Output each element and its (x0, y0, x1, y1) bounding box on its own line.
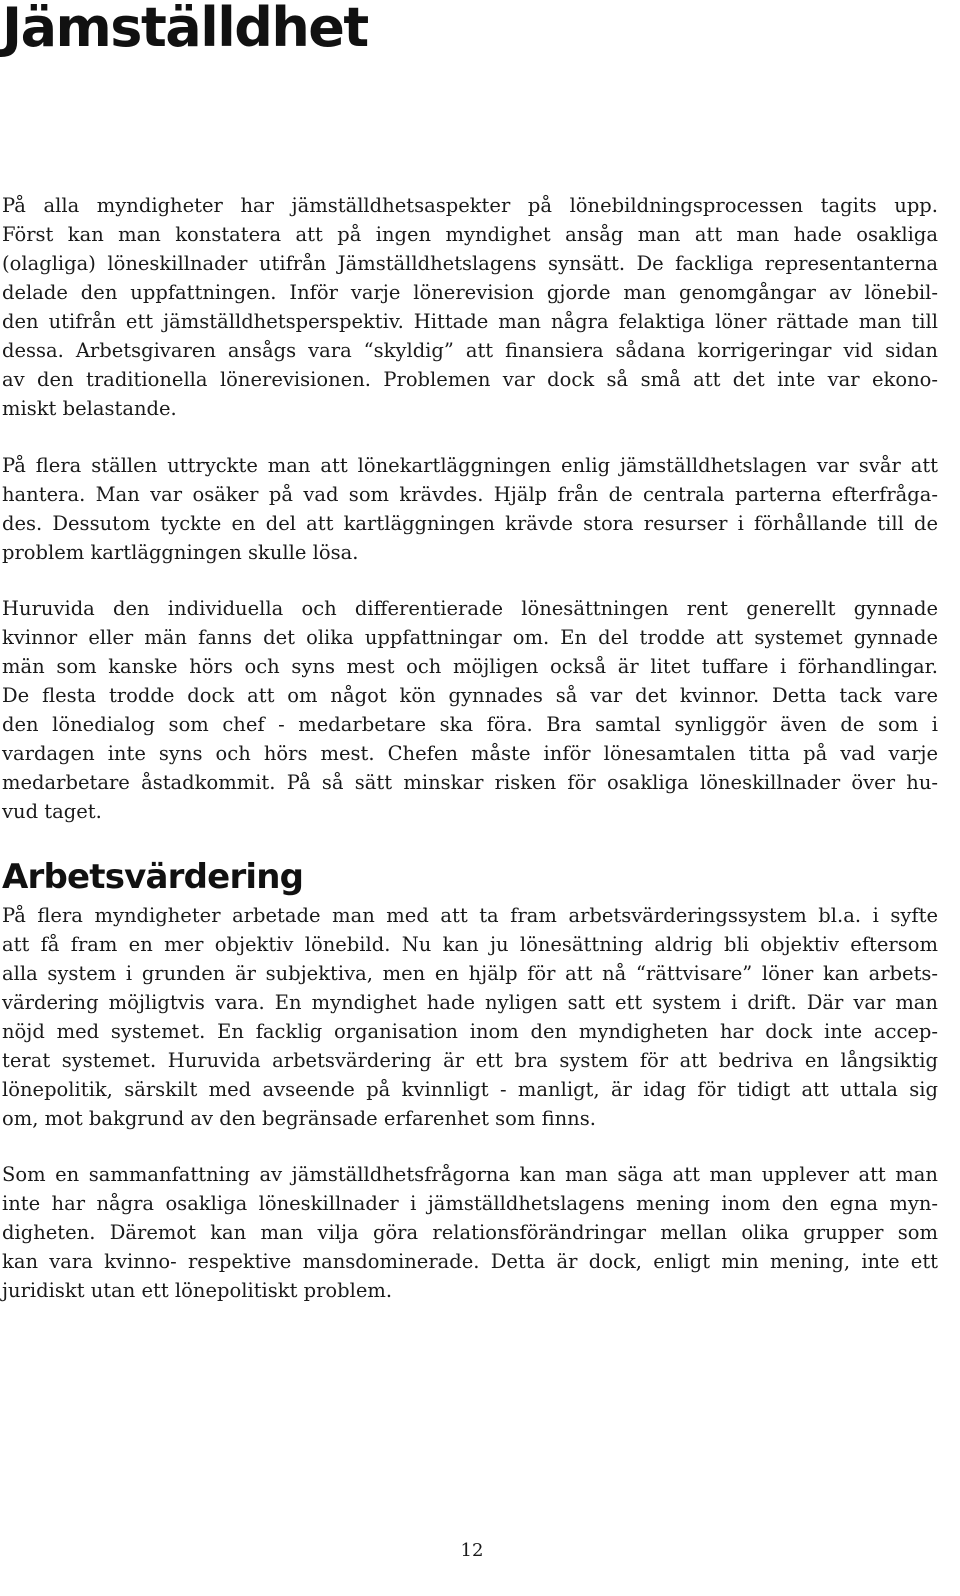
paragraph-5 (2, 1160, 938, 1305)
page-number: 12 (460, 1540, 484, 1561)
text-line: medarbetare åstadkommit. På så sätt minskar risken för osakliga löneskillnader över hu- (2, 771, 938, 794)
text-line: Huruvida den individuella och differentierade lönesättningen rent generellt gynnade (2, 597, 938, 620)
page-title: Jämställdhet (2, 0, 368, 59)
text-line: Först kan man konstatera att på ingen myndighet ansåg man att man hade osakliga (2, 223, 938, 246)
text-line: alla system i grunden är subjektiva, men en hjälp för att nå “rättvisare” löner kan arbets- (2, 962, 938, 985)
text-line: På flera myndigheter arbetade man med att ta fram arbetsvärderingssystem bl.a. i syfte (2, 904, 938, 927)
paragraph-3 (2, 594, 938, 826)
text-line: hantera. Man var osäker på vad som krävdes. Hjälp från de centrala parterna efterfråga- (2, 483, 938, 506)
text-line: inte har några osakliga löneskillnader i jämställdhetslagens mening inom den egna myn- (2, 1192, 938, 1215)
text-line: vud taget. (2, 800, 102, 823)
text-line: Som en sammanfattning av jämställdhetsfrågorna kan man säga att man upplever att man (2, 1163, 938, 1186)
text-line: att få fram en mer objektiv lönebild. Nu kan ju lönesättning aldrig bli objektiv eftersom (2, 933, 938, 956)
text-line: den utifrån ett jämställdhetsperspektiv. Hittade man några felaktiga löner rättade man till (2, 310, 938, 333)
text-line: terat systemet. Huruvida arbetsvärdering är ett bra system för att bedriva en långsiktig (2, 1049, 938, 1072)
paragraph-2 (2, 451, 938, 567)
text-line: lönepolitik, särskilt med avseende på kvinnligt - manligt, är idag för tidigt att uttala sig (2, 1078, 938, 1101)
paragraph-1 (2, 191, 938, 423)
section-title: Arbetsvärdering (2, 857, 304, 897)
text-line: På flera ställen uttryckte man att lönekartläggningen enlig jämställdhetslagen var svår att (2, 454, 938, 477)
text-line: digheten. Däremot kan man vilja göra relationsförändringar mellan olika grupper som (2, 1221, 938, 1244)
text-line: vardagen inte syns och hörs mest. Chefen måste inför lönesamtalen titta på vad varje (2, 742, 938, 765)
text-line: juridiskt utan ett lönepolitiskt problem. (2, 1279, 393, 1302)
text-line: (olagliga) löneskillnader utifrån Jämställdhetslagens synsätt. De fackliga representanterna (2, 252, 938, 275)
text-line: den lönedialog som chef - medarbetare ska föra. Bra samtal synliggör även de som i (2, 713, 938, 736)
text-line: män som kanske hörs och syns mest och möjligen också är litet tuffare i förhandlingar. (2, 655, 938, 678)
text-line: värdering möjligtvis vara. En myndighet hade nyligen satt ett system i drift. Där var man (2, 991, 938, 1014)
text-line: kan vara kvinno- respektive mansdominerade. Detta är dock, enligt min mening, inte ett (2, 1250, 938, 1273)
paragraph-4 (2, 901, 938, 1133)
text-line: des. Dessutom tyckte en del att kartläggningen krävde stora resurser i förhållande till de (2, 512, 938, 535)
text-line: nöjd med systemet. En facklig organisation inom den myndigheten har dock inte accep- (2, 1020, 938, 1043)
text-line: av den traditionella lönerevisionen. Problemen var dock så små att det inte var ekono- (2, 368, 938, 391)
text-line: På alla myndigheter har jämställdhetsaspekter på lönebildningsprocessen tagits upp. (2, 194, 938, 217)
text-line: miskt belastande. (2, 397, 177, 420)
text-line: kvinnor eller män fanns det olika uppfattningar om. En del trodde att systemet gynnade (2, 626, 938, 649)
text-line: om, mot bakgrund av den begränsade erfarenhet som finns. (2, 1107, 596, 1130)
text-line: De flesta trodde dock att om något kön gynnades så var det kvinnor. Detta tack vare (2, 684, 938, 707)
text-line: dessa. Arbetsgivaren ansågs vara “skyldig” att finansiera sådana korrigeringar vid sidan (2, 339, 938, 362)
text-line: delade den uppfattningen. Inför varje lönerevision gjorde man genomgångar av lönebil- (2, 281, 938, 304)
text-line: problem kartläggningen skulle lösa. (2, 541, 359, 564)
